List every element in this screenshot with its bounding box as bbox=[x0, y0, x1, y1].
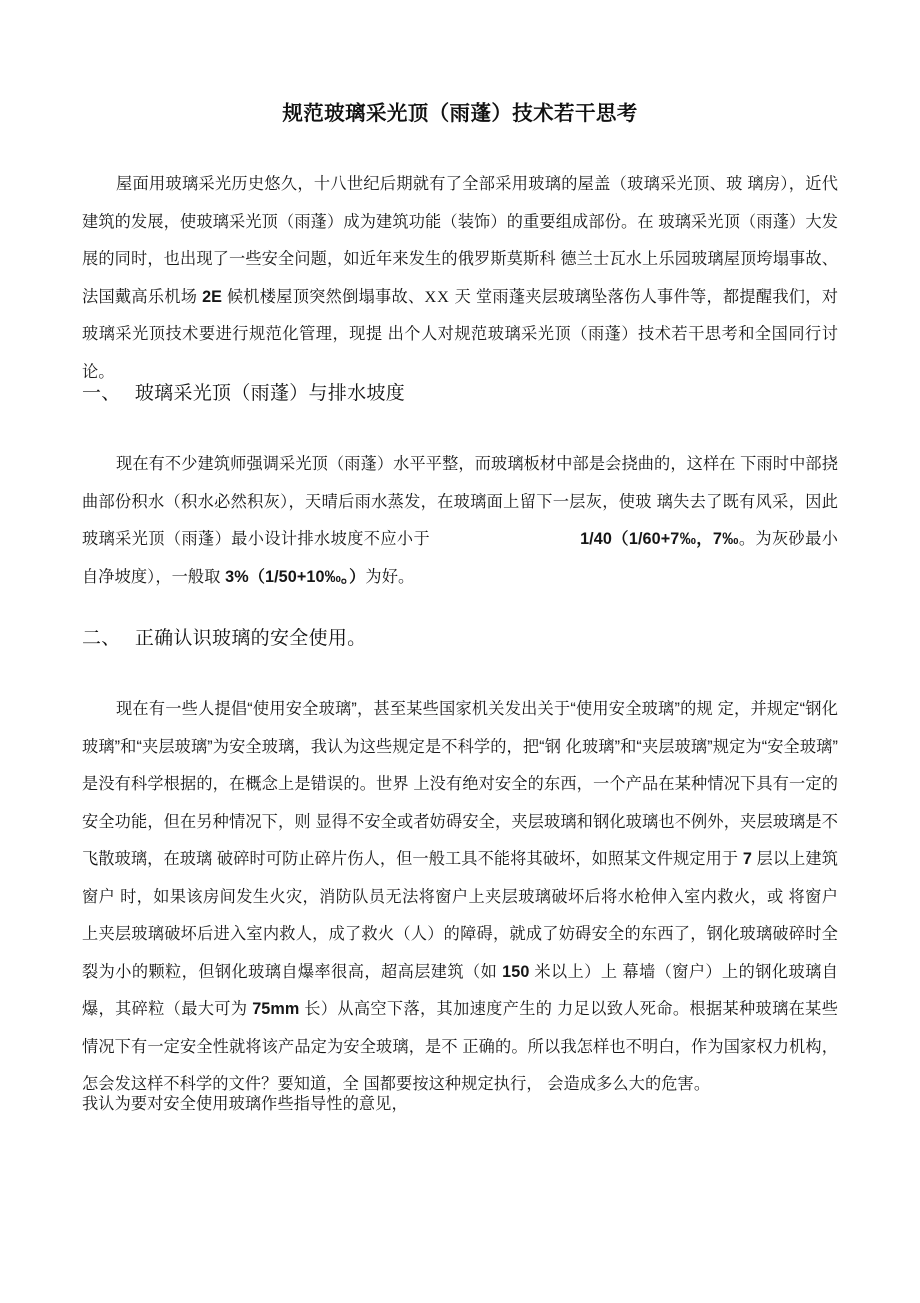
section-2-body-part-4: 长）从高空下落，其加速度产生的 力足以致人死命。根据某种玻璃在某些情况下有一定安全性就将该产品定为安全玻璃，是不 正确的。所以我怎样也不明白，作为国家权力机构，怎会发这样不科学的文件？要知道，全 国都要按这种规定执行， 会造成多么大的危害。 bbox=[82, 1000, 838, 1093]
fragment-size-value: 75mm bbox=[252, 1000, 300, 1018]
slope-value-primary: 1/40（1/60+7‰， bbox=[580, 530, 713, 548]
building-height-value: 150 bbox=[502, 962, 530, 981]
section-1-number: 一、 bbox=[82, 383, 121, 404]
section-2-body-part-1: 现在有一些人提倡“使用安全玻璃”，甚至某些国家机关发出关于“使用安全玻璃”的规 定，并规定“钢化玻璃”和“夹层玻璃”为安全玻璃，我认为这些规定是不科学的，把“钢 化玻璃”和“夹层玻璃”规定为“安全玻璃”是没有科学根据的，在概念上是错误的。世界 上没有绝对安全的东西，一个产品在某种情况下具有一定的安全功能，但在另种情况下，则 显得不安全或者妨碍安全，夹层玻璃和钢化玻璃也不例外，夹层玻璃是不飞散玻璃，在玻璃 破碎时可防止碎片伤人，但一般工具不能将其破坏，如照某文件规定用于 bbox=[82, 700, 838, 868]
intro-paragraph-part-3: 天 堂雨蓬夹层玻璃坠落伤人事件等，都提醒我们，对玻璃采光顶技术要进行规范化管理，现提 出个人对规范玻璃采光顶（雨蓬）技术若干思考和全国同行讨论。 bbox=[82, 287, 839, 381]
section-2-closing-block bbox=[82, 1086, 838, 1124]
section-2-body-block bbox=[82, 691, 838, 1104]
section-2-heading-block bbox=[82, 626, 838, 652]
section-2-closing-paragraph: 我认为要对安全使用玻璃作些指导性的意见， bbox=[82, 1095, 408, 1113]
section-1-heading-block bbox=[82, 381, 838, 407]
section-1-body-part-3: 为好。 bbox=[365, 567, 415, 586]
page-title: 规范玻璃采光顶（雨蓬）技术若干思考 bbox=[282, 102, 638, 125]
section-2-body-part-3: 米以上）上 幕墙（窗户）上的钢化玻璃自爆，其碎粒（最大可为 bbox=[82, 962, 838, 1018]
section-1-body-part-2: 。为灰砂最小自净坡度），一般取 bbox=[82, 530, 838, 586]
section-1-title: 玻璃采光顶（雨蓬）与排水坡度 bbox=[134, 383, 406, 404]
intro-paragraph-part-2: 候机楼屋顶突然倒塌事故、 bbox=[222, 287, 425, 306]
section-heading-1 bbox=[82, 381, 838, 407]
slope-value-permille: 7‰ bbox=[712, 530, 739, 548]
floor-count-value: 7 bbox=[742, 850, 752, 868]
section-2-title: 正确认识玻璃的安全使用。 bbox=[134, 628, 367, 649]
slope-value-recommended: 3%（1/50+10‰。） bbox=[225, 567, 366, 586]
intro-redacted-xx: XX bbox=[424, 287, 450, 306]
section-heading-2 bbox=[82, 626, 838, 652]
section-1-body-block bbox=[82, 446, 838, 596]
section-1-paragraph bbox=[82, 446, 838, 596]
intro-bold-2e: 2E bbox=[202, 287, 223, 306]
intro-paragraph bbox=[82, 166, 838, 391]
section-2-paragraph bbox=[82, 691, 838, 1104]
section-2-body-part-2: 层以上建筑窗户 时，如果该房间发生火灾，消防队员无法将窗户上夹层玻璃破坏后将水枪伸入室内救火，或 将窗户上夹层玻璃破坏后进入室内救人，成了救火（人）的障碍，就成了妨碍安全的东西了，钢化玻璃破碎时全裂为小的颗粒，但钢化玻璃自爆率很高，超高层建筑（如 bbox=[82, 850, 838, 981]
intro-paragraph-part-1: 屋面用玻璃采光历史悠久，十八世纪后期就有了全部采用玻璃的屋盖（玻璃采光顶、玻 璃房），近代建筑的发展，使玻璃采光顶（雨蓬）成为建筑功能（装饰）的重要组成部份。在 玻璃采光顶（雨蓬）大发展的同时，也出现了一些安全问题，如近年来发生的俄罗斯莫斯科 德兰士瓦水上乐园玻璃屋顶垮塌事故、法国戴高乐机场 bbox=[82, 175, 838, 306]
section-1-body-part-1: 现在有不少建筑师强调采光顶（雨蓬）水平平整，而玻璃板材中部是会挠曲的，这样在 下雨时中部挠曲部份积水（积水必然积灰），天晴后雨水蒸发，在玻璃面上留下一层灰，使玻 璃失去了既有风采，因此玻璃采光顶（雨蓬）最小设计排水坡度不应小于 bbox=[82, 455, 838, 548]
section-2-number: 二、 bbox=[82, 628, 121, 649]
intro-paragraph-block bbox=[82, 166, 838, 391]
